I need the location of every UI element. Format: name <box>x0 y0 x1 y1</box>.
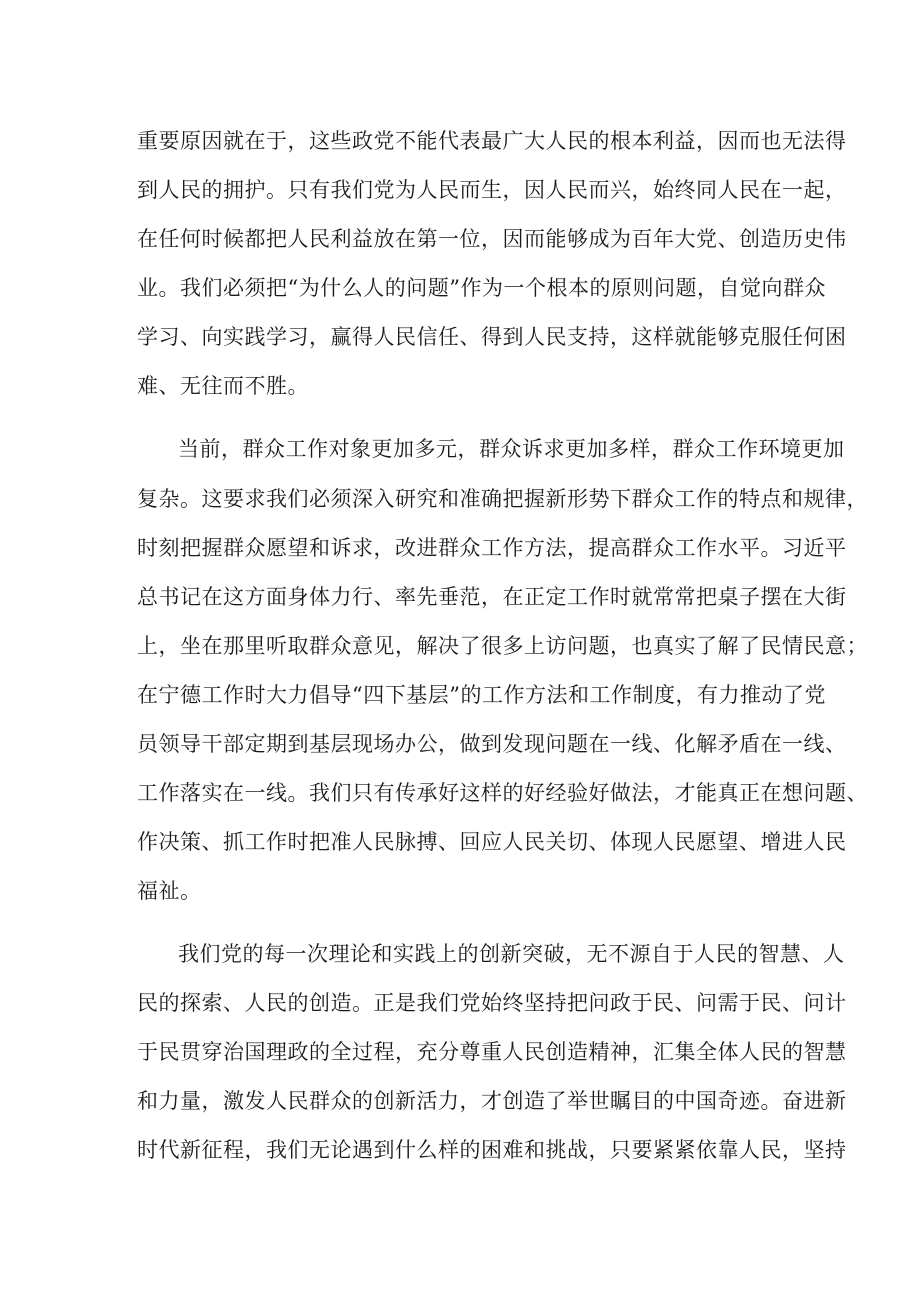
text-line: 员领导干部定期到基层现场办公，做到发现问题在一线、化解矛盾在一线、 <box>137 732 847 756</box>
text-line: 时刻把握群众愿望和诉求，改进群众工作方法，提高群众工作水平。习近平 <box>137 536 847 560</box>
text-line: 当前，群众工作对象更加多元，群众诉求更加多样，群众工作环境更加 <box>178 437 845 461</box>
text-line: 和力量，激发人民群众的创新活力，才创造了举世瞩目的中国奇迹。奋进新 <box>137 1089 847 1113</box>
text-line: 上，坐在那里听取群众意见，解决了很多上访问题，也真实了解了民情民意； <box>137 634 868 658</box>
text-line: 我们党的每一次理论和实践上的创新突破，无不源自于人民的智慧、人 <box>178 942 845 966</box>
text-line: 在宁德工作时大力倡导“四下基层”的工作方法和工作制度，有力推动了党 <box>137 683 826 707</box>
text-line: 时代新征程，我们无论遇到什么样的困难和挑战，只要紧紧依靠人民，坚持 <box>137 1138 847 1162</box>
text-line: 复杂。这要求我们必须深入研究和准确把握新形势下群众工作的特点和规律， <box>137 487 868 511</box>
text-line: 总书记在这方面身体力行、率先垂范，在正定工作时就常常把桌子摆在大街 <box>137 585 847 609</box>
text-line: 重要原因就在于，这些政党不能代表最广大人民的根本利益，因而也无法得 <box>137 129 847 153</box>
text-line: 学习、向实践学习，赢得人民信任、得到人民支持，这样就能够克服任何困 <box>137 325 847 349</box>
text-line: 到人民的拥护。只有我们党为人民而生，因人民而兴，始终同人民在一起， <box>137 178 847 202</box>
text-line: 难、无往而不胜。 <box>137 374 309 398</box>
text-line: 业。我们必须把“为什么人的问题”作为一个根本的原则问题，自觉向群众 <box>137 276 826 300</box>
text-line: 在任何时候都把人民利益放在第一位，因而能够成为百年大党、创造历史伟 <box>137 227 847 251</box>
text-line: 于民贯穿治国理政的全过程，充分尊重人民创造精神，汇集全体人民的智慧 <box>137 1040 847 1064</box>
text-line: 福祉。 <box>137 879 202 903</box>
text-line: 工作落实在一线。我们只有传承好这样的好经验好做法，才能真正在想问题、 <box>137 781 868 805</box>
text-line: 作决策、抓工作时把准人民脉搏、回应人民关切、体现人民愿望、增进人民 <box>137 830 847 854</box>
text-line: 民的探索、人民的创造。正是我们党始终坚持把问政于民、问需于民、问计 <box>137 991 847 1015</box>
